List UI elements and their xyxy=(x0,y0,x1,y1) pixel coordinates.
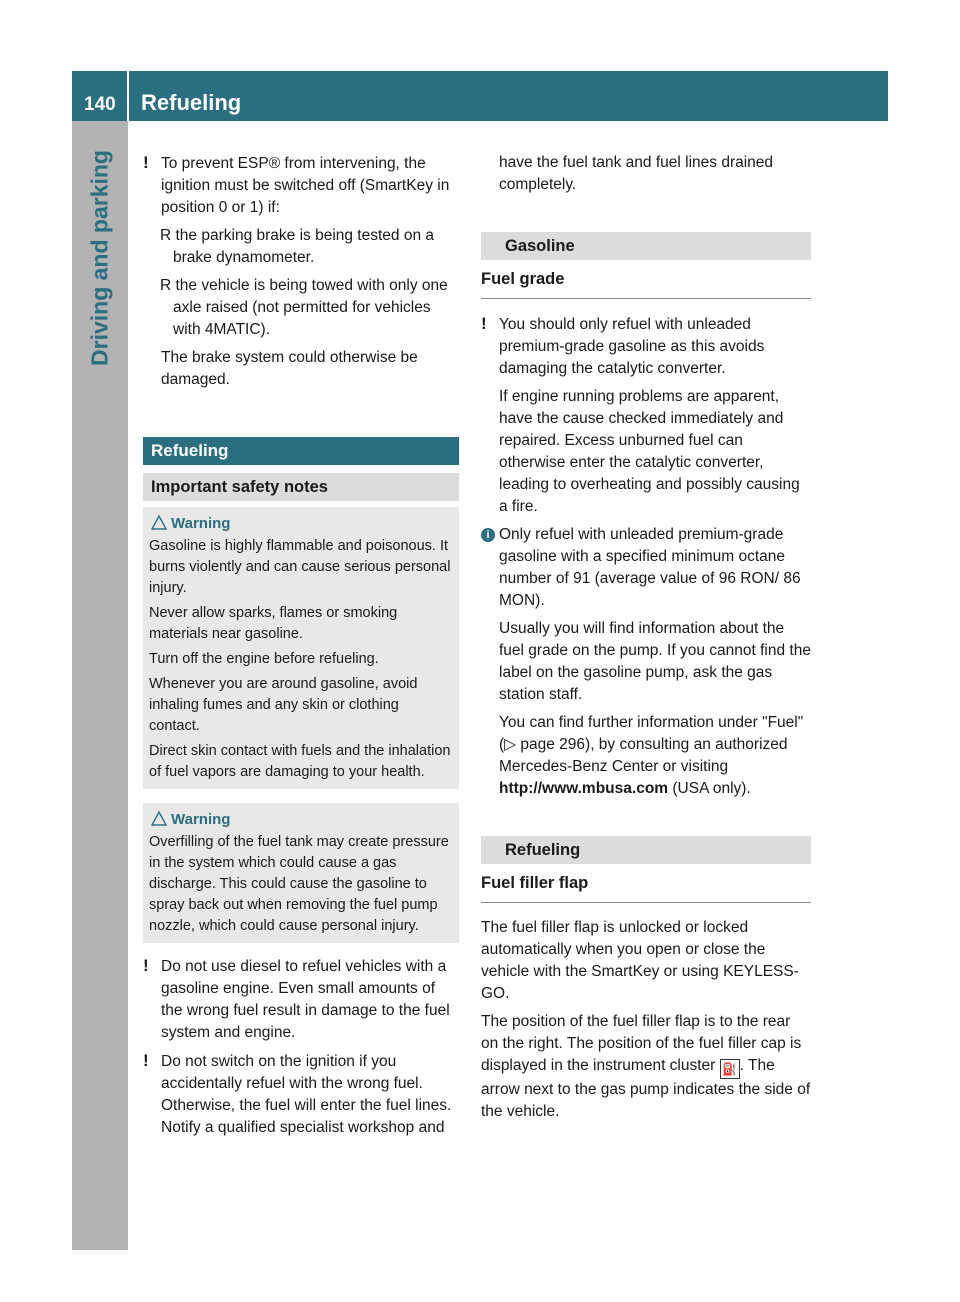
list-item: R the vehicle is being towed with only one axle raised (not permitted for vehicles with 4MATIC). xyxy=(160,277,448,338)
warning-box: Warning Gasoline is highly flammable and poisonous. It burns violently and can cause serious personal injury. Never allow sparks, flames or smoking materials near gasoline. Turn off the engine before refueling. Whenever you are around gasoline, avoid inhaling fumes and any skin or clothing contact. Direct skin contact with fuels and the inhalation of fuel vapors are damaging to your health. xyxy=(143,507,459,789)
caution-icon: ! xyxy=(143,956,149,975)
page-number: 140 xyxy=(84,94,116,115)
diesel-note: ! Do not use diesel to refuel vehicles with a gasoline engine. Even small amounts of the wrong fuel result in damage to the fuel system and engine. xyxy=(143,956,450,1041)
warning-box: Warning Overfilling of the fuel tank may create pressure in the system which could cause a gas discharge. This could cause the gasoline to spray back out when removing the fuel pump nozzle, which could cause personal injury. xyxy=(143,803,459,943)
warning-heading: Warning xyxy=(149,809,453,830)
info-icon: i xyxy=(481,528,495,542)
caution-icon: ! xyxy=(143,153,149,172)
warning-icon xyxy=(151,515,167,530)
warning-heading: Warning xyxy=(149,513,453,534)
caution-icon: ! xyxy=(481,314,487,333)
fuel-pump-icon: ⛽ xyxy=(720,1059,740,1079)
right-column: have the fuel tank and fuel lines drained completely. Gasoline Fuel grade ! You should only refuel with unleaded premium-grade gasoline as this avoids damaging the catalytic converter. If engine running problems are apparent, have the cause checked immediately and repaired. Excess unburned fuel can otherwise enter the catalytic converter, leading to overheating and possibly causing a fire. i Only refuel with unleaded premium-grade gasoline with a specified minimum octane number of 91 (average value of 96 RON/ 86 MON). Usually you will find information about the fuel grade on the pump. If you cannot find the label on the gasoline pump, ask the gas station staff. You can find further information under "Fuel" (▷ page 296), by consulting an authorized Mercedes-Benz Center or visiting http://www.mbusa.com (USA only). Refueling Fuel filler flap The fuel filler flap is unlocked or locked automatically when you open or close the vehicle with the SmartKey or using KEYLESS-GO. The position of the fuel filler flap is to the rear on the right. The position of the fuel filler cap is displayed in the instrument cluster ⛽ . The arrow next to the gas pump indicates the side of the vehicle. xyxy=(481,152,811,1129)
list-item: R the parking brake is being tested on a brake dynamometer. xyxy=(160,227,435,266)
esp-note: ! To prevent ESP® from intervening, the ignition must be switched off (SmartKey in position 0 or 1) if: xyxy=(143,153,450,216)
ignition-note: ! Do not switch on the ignition if you accidentally refuel with the wrong fuel. Otherwise, the fuel will enter the fuel lines. Notify a qualified specialist workshop and xyxy=(143,1051,452,1136)
left-column xyxy=(143,152,459,1145)
section-heading: Refueling xyxy=(481,836,811,864)
info-note: i Only refuel with unleaded premium-grade gasoline with a specified minimum octane number of 91 (average value of 96 RON/ 86 MON). xyxy=(481,524,811,612)
page-title: Refueling xyxy=(141,90,242,115)
section-heading: Refueling xyxy=(143,437,459,465)
section-heading: Gasoline xyxy=(481,232,811,260)
mbusa-link[interactable]: http://www.mbusa.com xyxy=(499,780,669,797)
sidebar-label: Driving and parking xyxy=(86,150,113,366)
flap-paragraph: The position of the fuel filler flap is to the rear on the right. The position of the fuel filler cap is displayed in the instrument cluster ⛽ . The arrow next to the gas pump indicates the side of the vehicle. xyxy=(481,1013,811,1120)
header-separator xyxy=(127,71,129,121)
esp-outro: The brake system could otherwise be damaged. xyxy=(161,349,418,388)
unleaded-note: ! You should only refuel with unleaded premium-grade gasoline as this avoids damaging the catalytic converter. xyxy=(481,314,765,377)
caution-icon: ! xyxy=(143,1051,149,1070)
subsection-heading: Fuel grade xyxy=(481,268,811,299)
continued-text: have the fuel tank and fuel lines drained completely. xyxy=(499,154,774,193)
subsection-heading: Fuel filler flap xyxy=(481,872,811,903)
subsection-heading: Important safety notes xyxy=(143,473,459,501)
warning-icon xyxy=(151,811,167,826)
flap-paragraph: The fuel filler flap is unlocked or locked automatically when you open or close the vehicle with the SmartKey or using KEYLESS-GO. xyxy=(481,919,799,1002)
